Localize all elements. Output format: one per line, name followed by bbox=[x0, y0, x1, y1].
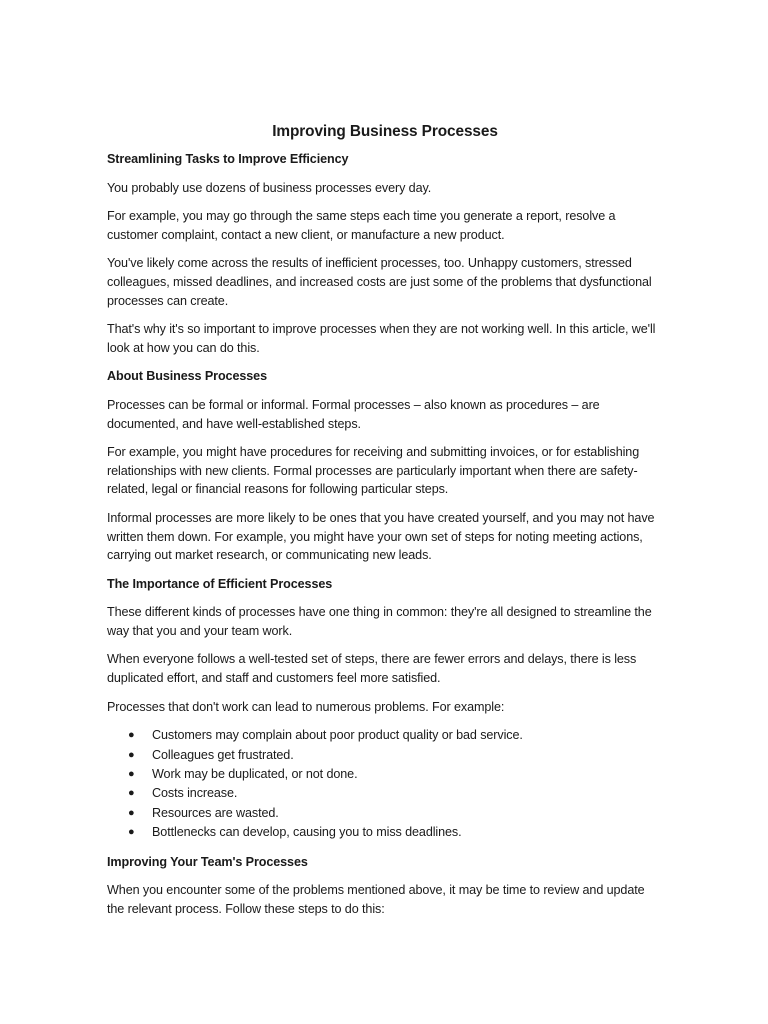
bullet-icon: ● bbox=[128, 806, 135, 819]
paragraph: Informal processes are more likely to be ones that you have created yourself, and you may not have written them down. For example, you might have your own set of steps for noting meeting actions, carrying out market research, or communicating new leads. bbox=[107, 510, 655, 563]
problems-bullet-list bbox=[107, 726, 663, 842]
section-heading: Improving Your Team's Processes bbox=[107, 854, 308, 869]
section-heading: The Importance of Efficient Processes bbox=[107, 576, 333, 591]
section-importance-efficient-processes bbox=[107, 575, 663, 843]
list-item-text: Work may be duplicated, or not done. bbox=[152, 767, 358, 782]
list-item bbox=[107, 726, 663, 745]
section-heading: Streamlining Tasks to Improve Efficiency bbox=[107, 152, 349, 166]
bullet-icon: ● bbox=[128, 729, 135, 742]
list-item-text: Colleagues get frustrated. bbox=[152, 747, 294, 762]
paragraph: You've likely come across the results of inefficient processes, too. Unhappy customers, stressed colleagues, missed deadlines, and increased costs are just some of the problems that dysfunctional processes can create. bbox=[107, 256, 652, 308]
paragraph: These different kinds of processes have one thing in common: they're all designed to streamline the way that you and your team work. bbox=[107, 605, 652, 638]
paragraph: Processes that don't work can lead to numerous problems. For example: bbox=[107, 699, 505, 714]
bullet-icon: ● bbox=[128, 787, 135, 800]
list-item bbox=[107, 784, 663, 803]
paragraph: You probably use dozens of business processes every day. bbox=[107, 180, 432, 195]
list-item-text: Costs increase. bbox=[152, 786, 238, 801]
paragraph: For example, you may go through the same steps each time you generate a report, resolve a customer complaint, contact a new client, or manufacture a new product. bbox=[107, 209, 616, 242]
section-heading: About Business Processes bbox=[107, 369, 267, 384]
paragraph: Processes can be formal or informal. Formal processes – also known as procedures – are documented, and have well-established steps. bbox=[107, 397, 600, 431]
list-item bbox=[107, 746, 663, 765]
section-improving-team-processes bbox=[107, 853, 663, 919]
list-item bbox=[107, 804, 663, 823]
paragraph: That's why it's so important to improve processes when they are not working well. In this article, we'll look at how you can do this. bbox=[107, 322, 656, 355]
paragraph: For example, you might have procedures for receiving and submitting invoices, or for establishing relationships with new clients. Formal processes are particularly important when there are safety-related, legal or financial reasons for following particular steps. bbox=[107, 445, 640, 497]
list-item-text: Customers may complain about poor product quality or bad service. bbox=[152, 728, 523, 743]
bullet-icon: ● bbox=[128, 768, 135, 781]
section-streamlining bbox=[107, 150, 663, 357]
paragraph: When you encounter some of the problems mentioned above, it may be time to review and update the relevant process. Follow these steps to do this: bbox=[107, 883, 645, 916]
list-item-text: Bottlenecks can develop, causing you to miss deadlines. bbox=[152, 825, 462, 840]
document-title: Improving Business Processes bbox=[272, 123, 498, 140]
list-item bbox=[107, 765, 663, 784]
list-item-text: Resources are wasted. bbox=[152, 805, 279, 820]
list-item bbox=[107, 823, 663, 842]
bullet-icon: ● bbox=[128, 748, 135, 761]
paragraph: When everyone follows a well-tested set of steps, there are fewer errors and delays, there is less duplicated effort, and staff and customers feel more satisfied. bbox=[107, 652, 637, 686]
section-about-business-processes bbox=[107, 367, 663, 564]
bullet-icon: ● bbox=[128, 826, 135, 839]
document-page bbox=[107, 122, 663, 928]
